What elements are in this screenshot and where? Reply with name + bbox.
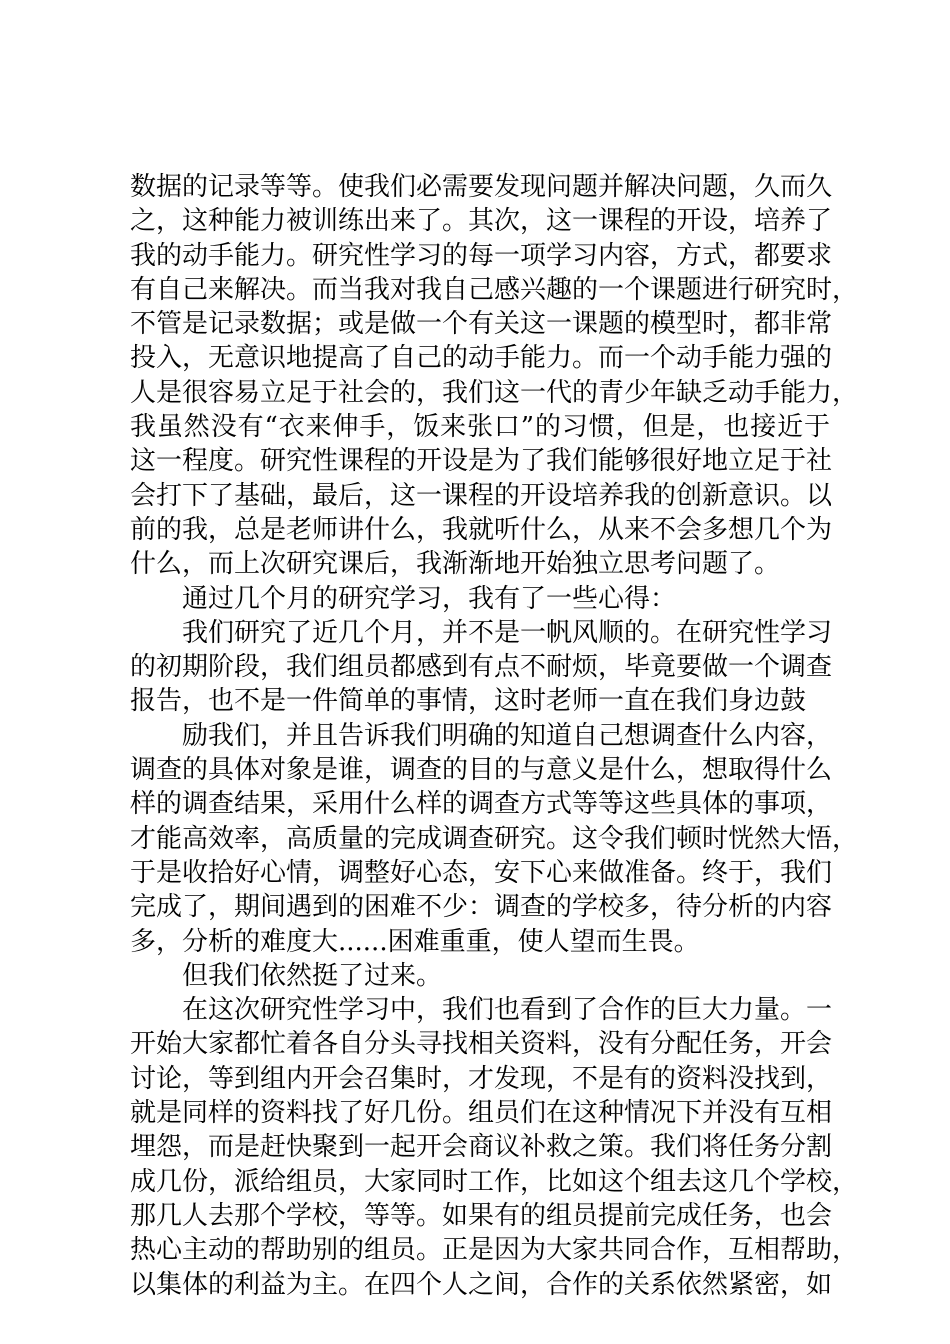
text-line: 讨论，等到组内开会召集时，才发现，不是有的资料没找到， — [130, 1063, 833, 1094]
text-line: 我们研究了近几个月，并不是一帆风顺的。在研究性学习 — [182, 617, 833, 648]
text-line: 会打下了基础，最后，这一课程的开设培养我的创新意识。以 — [130, 480, 833, 511]
text-line: 不管是记录数据；或是做一个有关这一课题的模型时，都非常 — [130, 309, 833, 340]
text-line: 我的动手能力。研究性学习的每一项学习内容，方式，都要求 — [130, 240, 833, 271]
text-line: 于是收拾好心情，调整好心态，安下心来做准备。终于，我们 — [130, 857, 833, 888]
text-line: 通过几个月的研究学习，我有了一些心得： — [182, 583, 677, 614]
text-line: 以集体的利益为主。在四个人之间，合作的关系依然紧密，如 — [130, 1269, 833, 1300]
text-line: 人是很容易立足于社会的，我们这一代的青少年缺乏动手能力， — [130, 377, 859, 408]
text-line: 调查的具体对象是谁，调查的目的与意义是什么，想取得什么 — [130, 755, 833, 786]
text-line: 在这次研究性学习中，我们也看到了合作的巨大力量。一 — [182, 995, 833, 1026]
text-line: 有自己来解决。而当我对我自己感兴趣的一个课题进行研究时， — [130, 274, 859, 305]
text-line: 前的我，总是老师讲什么，我就听什么，从来不会多想几个为 — [130, 514, 833, 545]
text-line: 励我们，并且告诉我们明确的知道自己想调查什么内容， — [182, 720, 833, 751]
text-line: 报告，也不是一件简单的事情，这时老师一直在我们身边鼓 — [130, 686, 807, 717]
text-line: 开始大家都忙着各自分头寻找相关资料，没有分配任务，开会 — [130, 1029, 833, 1060]
text-line: 才能高效率，高质量的完成调查研究。这令我们顿时恍然大悟， — [130, 823, 859, 854]
text-line: 投入，无意识地提高了自己的动手能力。而一个动手能力强的 — [130, 343, 833, 374]
text-line: 就是同样的资料找了好几份。组员们在这种情况下并没有互相 — [130, 1098, 833, 1129]
text-line: 什么，而上次研究课后，我渐渐地开始独立思考问题了。 — [130, 549, 781, 580]
text-line: 多，分析的难度大......困难重重，使人望而生畏。 — [130, 926, 700, 957]
text-line: 埋怨，而是赶快聚到一起开会商议补救之策。我们将任务分割 — [130, 1132, 833, 1163]
text-line: 成几份，派给组员，大家同时工作，比如这个组去这几个学校， — [130, 1166, 859, 1197]
text-line: 样的调查结果，采用什么样的调查方式等等这些具体的事项， — [130, 789, 833, 820]
text-line: 的初期阶段，我们组员都感到有点不耐烦，毕竟要做一个调查 — [130, 652, 833, 683]
text-line: 完成了，期间遇到的困难不少：调查的学校多，待分析的内容 — [130, 892, 833, 923]
text-line: 那几人去那个学校，等等。如果有的组员提前完成任务，也会 — [130, 1200, 833, 1231]
text-line: 但我们依然挺了过来。 — [182, 960, 443, 991]
text-line: 之，这种能力被训练出来了。其次，这一课程的开设，培养了 — [130, 206, 833, 237]
text-line: 这一程度。研究性课程的开设是为了我们能够很好地立足于社 — [130, 446, 833, 477]
text-line: 数据的记录等等。使我们必需要发现问题并解决问题，久而久 — [130, 172, 833, 202]
body-text — [130, 170, 859, 1302]
text-line: 我虽然没有“衣来伸手，饭来张口”的习惯，但是，也接近于 — [130, 412, 830, 443]
text-line: 热心主动的帮助别的组员。正是因为大家共同合作，互相帮助， — [130, 1235, 859, 1266]
